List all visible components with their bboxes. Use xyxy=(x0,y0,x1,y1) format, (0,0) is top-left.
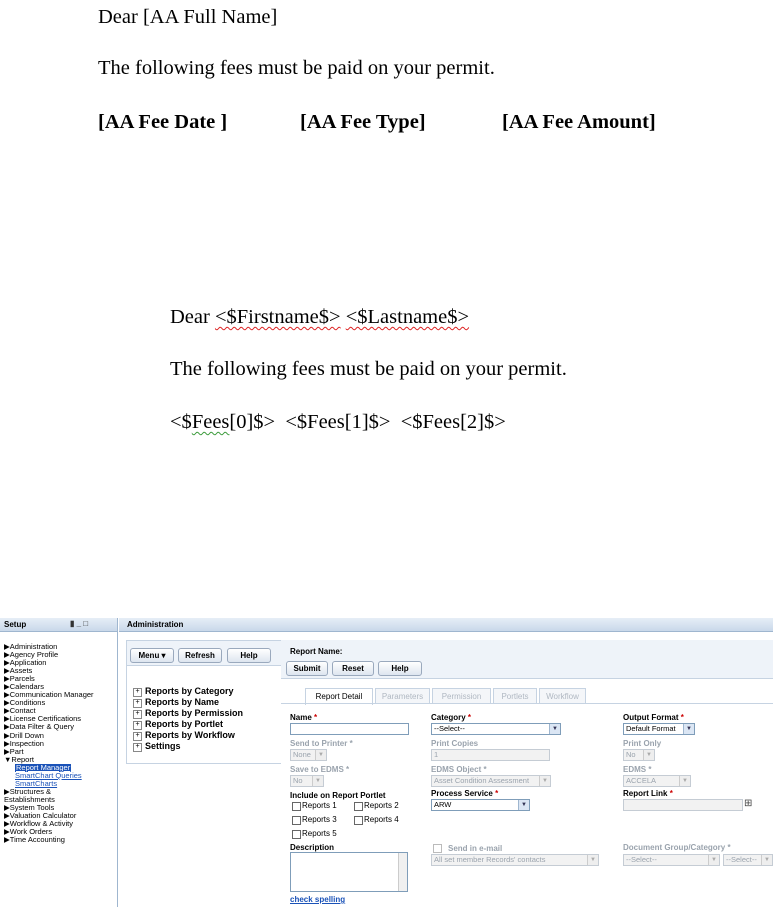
chevron-down-icon: ▼ xyxy=(315,750,326,760)
print-only-label: Print Only xyxy=(623,739,662,748)
edms-select[interactable]: ACCELA ▼ xyxy=(623,775,691,787)
tab-parameters[interactable]: Parameters xyxy=(375,688,430,704)
setup-panel xyxy=(0,618,118,907)
reports-3-checkbox[interactable] xyxy=(292,816,301,825)
report-tree-label: Reports by Workflow xyxy=(145,730,235,740)
setup-subitem[interactable]: SmartCharts xyxy=(15,778,58,788)
setup-tree-item[interactable]: ▶Part xyxy=(4,746,24,756)
setup-tree-item[interactable]: ▶Valuation Calculator xyxy=(4,810,77,820)
report-tree-label: Settings xyxy=(145,741,181,751)
setup-subitem[interactable]: Report Manager xyxy=(16,762,71,772)
expand-icon[interactable]: + xyxy=(133,699,142,708)
reports-5-checkbox[interactable] xyxy=(292,830,301,839)
setup-tree-item[interactable]: ▶Workflow & Activity xyxy=(4,819,73,829)
reports-4-checkbox[interactable] xyxy=(354,816,363,825)
admin-application xyxy=(0,618,773,907)
merged-lastname: <$Lastname$> xyxy=(345,306,470,328)
setup-tree-item[interactable]: ▶Conditions xyxy=(4,698,46,708)
include-portlet-label: Include on Report Portlet xyxy=(290,791,386,800)
setup-tree-item[interactable]: ▶Agency Profile xyxy=(4,650,59,660)
setup-tree-item[interactable]: ▶System Tools xyxy=(4,802,55,812)
chevron-down-icon: ▼ xyxy=(761,855,772,865)
name-label: Name * xyxy=(290,713,318,722)
setup-tree-item[interactable]: ▶Parcels xyxy=(4,674,35,684)
expand-icon[interactable]: + xyxy=(133,688,142,697)
report-tree-item[interactable] xyxy=(133,708,243,719)
submit-button[interactable]: Submit xyxy=(286,661,328,676)
reports-2-checkbox[interactable] xyxy=(354,802,363,811)
tabs-divider xyxy=(281,703,773,704)
chevron-down-icon: ▼ xyxy=(683,724,694,734)
setup-title: Setup xyxy=(4,620,27,629)
menu-button[interactable]: Menu ▾ xyxy=(130,648,174,663)
merged-body: The following fees must be paid on your permit. xyxy=(170,358,567,380)
setup-tree-item[interactable]: ▶Assets xyxy=(4,666,33,676)
edms-object-select[interactable]: Asset Condition Assessment ▼ xyxy=(431,775,551,787)
administration-title: Administration xyxy=(127,620,184,629)
template-fee-amount: [AA Fee Amount] xyxy=(502,111,656,133)
category-select[interactable]: --Select-- ▼ xyxy=(431,723,561,735)
reports-3-label: Reports 3 xyxy=(302,815,337,824)
setup-tree-item[interactable]: ▶Application xyxy=(4,658,47,668)
description-label: Description xyxy=(290,843,335,852)
merged-fee-0: <$Fees[0]$> xyxy=(170,411,276,433)
report-category-tree xyxy=(133,686,243,752)
chevron-down-icon: ▼ xyxy=(643,750,654,760)
report-tree-label: Reports by Category xyxy=(145,686,234,696)
reports-5-label: Reports 5 xyxy=(302,829,337,838)
template-body: The following fees must be paid on your permit. xyxy=(98,57,495,79)
reports-1-checkbox[interactable] xyxy=(292,802,301,811)
help-button[interactable]: Help xyxy=(227,648,271,663)
setup-tree-item[interactable]: Establishments xyxy=(4,794,55,804)
merged-dear: Dear xyxy=(170,306,210,328)
report-help-button[interactable]: Help xyxy=(378,661,422,676)
edms-label: EDMS * xyxy=(623,765,652,774)
merged-fees xyxy=(170,411,506,434)
report-tree-item[interactable] xyxy=(133,697,243,708)
chevron-down-icon: ▼ xyxy=(312,776,323,786)
tab-portlets[interactable]: Portlets xyxy=(493,688,537,704)
output-format-select[interactable]: Default Format ▼ xyxy=(623,723,695,735)
category-label: Category * xyxy=(431,713,472,722)
document-group-label: Document Group/Category * xyxy=(623,843,731,852)
chevron-down-icon: ▼ xyxy=(518,800,529,810)
setup-subitem[interactable]: SmartChart Queries xyxy=(15,770,82,780)
report-tree-label: Reports by Portlet xyxy=(145,719,224,729)
report-tree-item[interactable] xyxy=(133,741,243,752)
reports-1-label: Reports 1 xyxy=(302,801,337,810)
setup-tree-item[interactable]: ▶Structures & xyxy=(4,786,52,796)
setup-tree-item[interactable]: ▶Administration xyxy=(4,642,58,651)
merged-greeting xyxy=(170,306,469,329)
send-email-checkbox[interactable] xyxy=(433,844,442,853)
description-textarea[interactable] xyxy=(290,852,408,892)
merged-firstname: <$Firstname$> xyxy=(214,306,341,328)
save-to-edms-select[interactable]: No ▼ xyxy=(290,775,324,787)
setup-tree-item[interactable]: ▶Communication Manager xyxy=(4,690,94,700)
print-only-select[interactable]: No ▼ xyxy=(623,749,655,761)
report-name-label: Report Name: xyxy=(290,647,343,656)
report-tree-label: Reports by Name xyxy=(145,697,220,707)
name-input[interactable] xyxy=(290,723,409,735)
report-link-picker-icon[interactable]: ⊞ xyxy=(744,798,753,809)
template-fee-date: [AA Fee Date ] xyxy=(98,111,228,133)
description-scrollbar[interactable] xyxy=(398,853,407,891)
edms-object-label: EDMS Object * xyxy=(431,765,487,774)
send-to-printer-label: Send to Printer * xyxy=(290,739,353,748)
setup-tree-item[interactable]: ▶Work Orders xyxy=(4,827,53,837)
print-copies-label: Print Copies xyxy=(431,739,479,748)
expand-icon[interactable]: + xyxy=(133,721,142,730)
reports-4-label: Reports 4 xyxy=(364,815,399,824)
report-tree-item[interactable] xyxy=(133,719,243,730)
process-service-label: Process Service * xyxy=(431,789,499,798)
tab-workflow[interactable]: Workflow xyxy=(539,688,586,704)
setup-tree xyxy=(4,643,116,844)
send-email-label: Send in e-mail xyxy=(448,844,503,853)
send-to-printer-select[interactable]: None ▼ xyxy=(290,749,327,761)
template-fee-type: [AA Fee Type] xyxy=(300,111,426,133)
merged-fee-2: <$Fees[2]$> xyxy=(400,411,506,433)
merged-fee-1: <$Fees[1]$> xyxy=(285,411,391,433)
setup-tree-item[interactable]: ▶Inspection xyxy=(4,738,44,748)
chevron-down-icon: ▼ xyxy=(549,724,560,734)
refresh-button[interactable]: Refresh xyxy=(178,648,222,663)
process-service-select[interactable]: ARW ▼ xyxy=(431,799,530,811)
setup-tree-item[interactable]: ▶Contact xyxy=(4,706,36,716)
reports-2-label: Reports 2 xyxy=(364,801,399,810)
output-format-label: Output Format * xyxy=(623,713,684,722)
tab-report-detail[interactable]: Report Detail xyxy=(305,688,373,705)
setup-tree-item[interactable]: ▶Calendars xyxy=(4,682,44,692)
chevron-down-icon: ▼ xyxy=(539,776,550,786)
check-spelling-link[interactable]: check spelling xyxy=(290,895,346,904)
report-tree-item[interactable] xyxy=(133,686,243,697)
setup-header xyxy=(0,618,117,632)
setup-tree-item[interactable]: ▶License Certifications xyxy=(4,714,82,724)
tab-permission[interactable]: Permission xyxy=(432,688,491,704)
save-to-edms-label: Save to EDMS * xyxy=(290,765,350,774)
chevron-down-icon: ▼ xyxy=(679,776,690,786)
chevron-down-icon: ▼ xyxy=(708,855,719,865)
document-group-select[interactable]: --Select-- ▼ xyxy=(623,854,720,866)
template-greeting: Dear [AA Full Name] xyxy=(98,6,278,28)
administration-header xyxy=(119,618,773,632)
report-link-input[interactable] xyxy=(623,799,743,811)
document-category-select[interactable]: --Select-- ▼ xyxy=(723,854,773,866)
setup-tree-item[interactable]: ▶Data Filter & Query xyxy=(4,722,74,732)
expand-icon[interactable]: + xyxy=(133,732,142,741)
setup-panel-controls-icon[interactable]: ▮ _ □ xyxy=(70,619,89,628)
report-link-label: Report Link * xyxy=(623,789,673,798)
chevron-down-icon: ▼ xyxy=(587,855,598,865)
expand-icon[interactable]: + xyxy=(133,710,142,719)
report-tree-item[interactable] xyxy=(133,730,243,741)
setup-tree-item[interactable]: ▶Time Accounting xyxy=(4,835,65,845)
print-copies-input[interactable]: 1 xyxy=(431,749,550,761)
reset-button[interactable]: Reset xyxy=(332,661,374,676)
setup-tree-item[interactable]: ▼Report xyxy=(4,754,34,764)
send-email-select[interactable]: All set member Records' contacts ▼ xyxy=(431,854,599,866)
report-tree-label: Reports by Permission xyxy=(145,708,244,718)
expand-icon[interactable]: + xyxy=(133,743,142,752)
setup-tree-item[interactable]: ▶Drill Down xyxy=(4,730,44,740)
